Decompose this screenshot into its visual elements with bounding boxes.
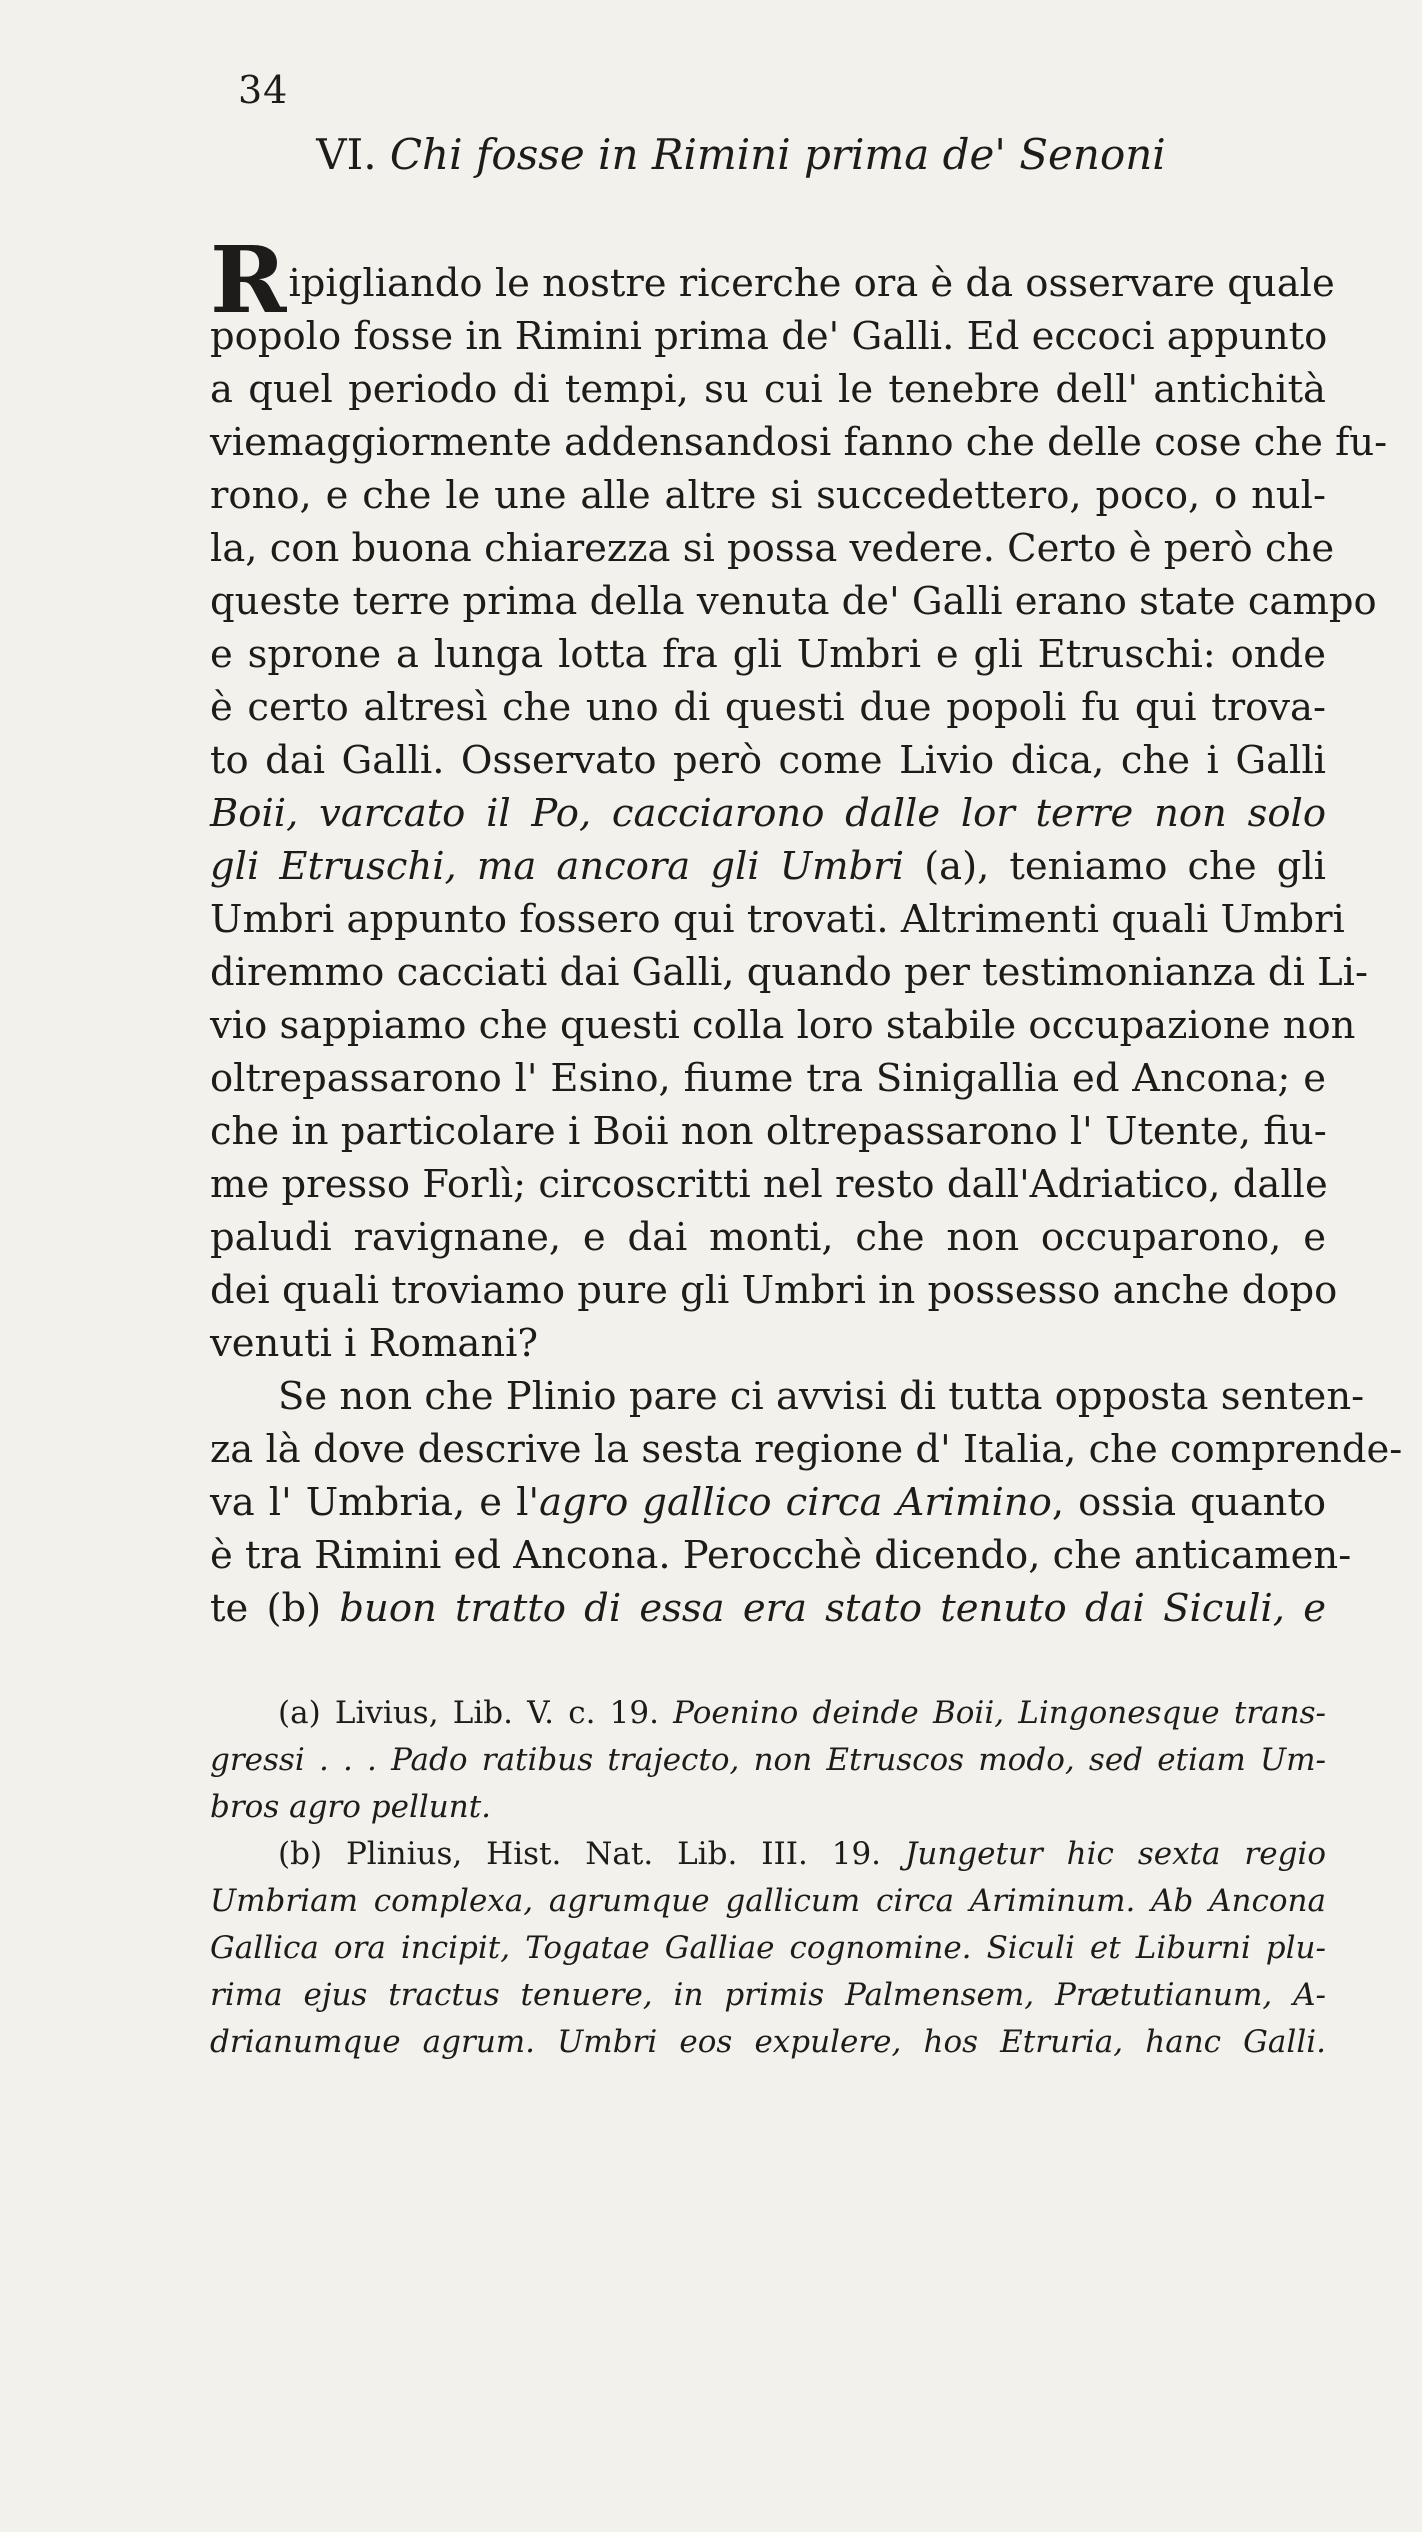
body-line: che in particolare i Boii non oltrepassarono l' Utente, fiu- — [210, 1109, 1327, 1154]
footnote-line: Gallica ora incipit, Togatae Galliae cognomine. Siculi et Liburni plu- — [210, 1930, 1326, 1966]
body-line: Boii, varcato il Po, cacciarono dalle lor terre non solo — [210, 791, 1326, 836]
footnote-ref-a: (a) Livius, Lib. V. c. 19. — [278, 1695, 674, 1731]
body-line: è certo altresì che uno di questi due popoli fu qui trova- — [210, 685, 1326, 730]
body-line-text: ipigliando le nostre ricerche ora è da osservare quale — [288, 261, 1335, 306]
body-line: rono, e che le une alle altre si succedettero, poco, o nul- — [210, 473, 1326, 518]
footnote-ref-b: (b) Plinius, Hist. Nat. Lib. III. 19. — [278, 1836, 905, 1872]
drop-cap: R — [210, 226, 287, 334]
body-line: Umbri appunto fossero qui trovati. Altrimenti quali Umbri — [210, 897, 1345, 942]
body-line: dei quali troviamo pure gli Umbri in possesso anche dopo — [210, 1268, 1338, 1313]
body-line: a quel periodo di tempi, su cui le tenebre dell' antichità — [210, 367, 1326, 412]
body-line: popolo fosse in Rimini prima de' Galli. Ed eccoci appunto — [210, 314, 1328, 359]
body-text — [210, 226, 1403, 1635]
body-line — [210, 226, 1335, 334]
footnotes — [210, 1690, 1326, 2066]
footnote-line — [210, 1690, 1326, 1737]
footnote-line: bros agro pellunt. — [210, 1789, 492, 1825]
body-line — [210, 1476, 1326, 1529]
footnote-line: drianumque agrum. Umbri eos expulere, hos Etruria, hanc Galli. — [210, 2024, 1326, 2060]
footnote-line — [210, 1831, 1326, 1878]
chapter-number: VI. — [316, 130, 377, 179]
body-line: paludi ravignane, e dai monti, che non occuparono, e — [210, 1215, 1326, 1260]
body-line: za là dove descrive la sesta regione d' Italia, che comprende- — [210, 1427, 1403, 1472]
body-line: me presso Forlì; circoscritti nel resto dall'Adriatico, dalle — [210, 1162, 1328, 1207]
body-line — [210, 840, 1326, 893]
body-line: to dai Galli. Osservato però come Livio dica, che i Galli — [210, 738, 1326, 783]
footnote-line: gressi . . . Pado ratibus trajecto, non Etruscos modo, sed etiam Um- — [210, 1742, 1326, 1778]
body-line: la, con buona chiarezza si possa vedere. Certo è però che — [210, 526, 1335, 571]
body-line-text: te (b) — [210, 1586, 340, 1631]
body-line-text: (a), teniamo che gli — [904, 844, 1326, 889]
chapter-title — [0, 130, 1422, 179]
footnote-quote: Poenino deinde Boii, Lingonesque trans- — [673, 1695, 1326, 1731]
footnote-quote: Jungetur hic sexta regio — [904, 1836, 1327, 1872]
body-line-text: va l' Umbria, e l' — [210, 1480, 540, 1525]
body-line: e sprone a lunga lotta fra gli Umbri e gli Etruschi: onde — [210, 632, 1326, 677]
body-line: diremmo cacciati dai Galli, quando per testimonianza di Li- — [210, 950, 1369, 995]
body-line-italic: agro gallico circa Arimino — [539, 1480, 1052, 1525]
body-line: venuti i Romani? — [210, 1321, 539, 1366]
body-line: vio sappiamo che questi colla loro stabile occupazione non — [210, 1003, 1356, 1048]
page-number: 34 — [238, 68, 289, 112]
body-line-italic: gli Etruschi, ma ancora gli Umbri — [210, 844, 905, 889]
body-line-italic: buon tratto di essa era stato tenuto dai Siculi, e — [339, 1586, 1326, 1631]
footnote-line: rima ejus tractus tenuere, in primis Palmensem, Prætutianum, A- — [210, 1977, 1326, 2013]
body-line: Se non che Plinio pare ci avvisi di tutta opposta senten- — [278, 1374, 1365, 1419]
body-line — [210, 1582, 1326, 1635]
body-line: è tra Rimini ed Ancona. Perocchè dicendo, che anticamen- — [210, 1533, 1352, 1578]
body-line-text: , ossia quanto — [1051, 1480, 1326, 1525]
body-line: oltrepassarono l' Esino, fiume tra Sinigallia ed Ancona; e — [210, 1056, 1326, 1101]
body-line: queste terre prima della venuta de' Galli erano state campo — [210, 579, 1377, 624]
footnote-line: Umbriam complexa, agrumque gallicum circa Ariminum. Ab Ancona — [210, 1883, 1326, 1919]
body-line: viemaggiormente addensandosi fanno che delle cose che fu- — [210, 420, 1388, 465]
chapter-title-text: Chi fosse in Rimini prima de' Senoni — [389, 130, 1166, 179]
